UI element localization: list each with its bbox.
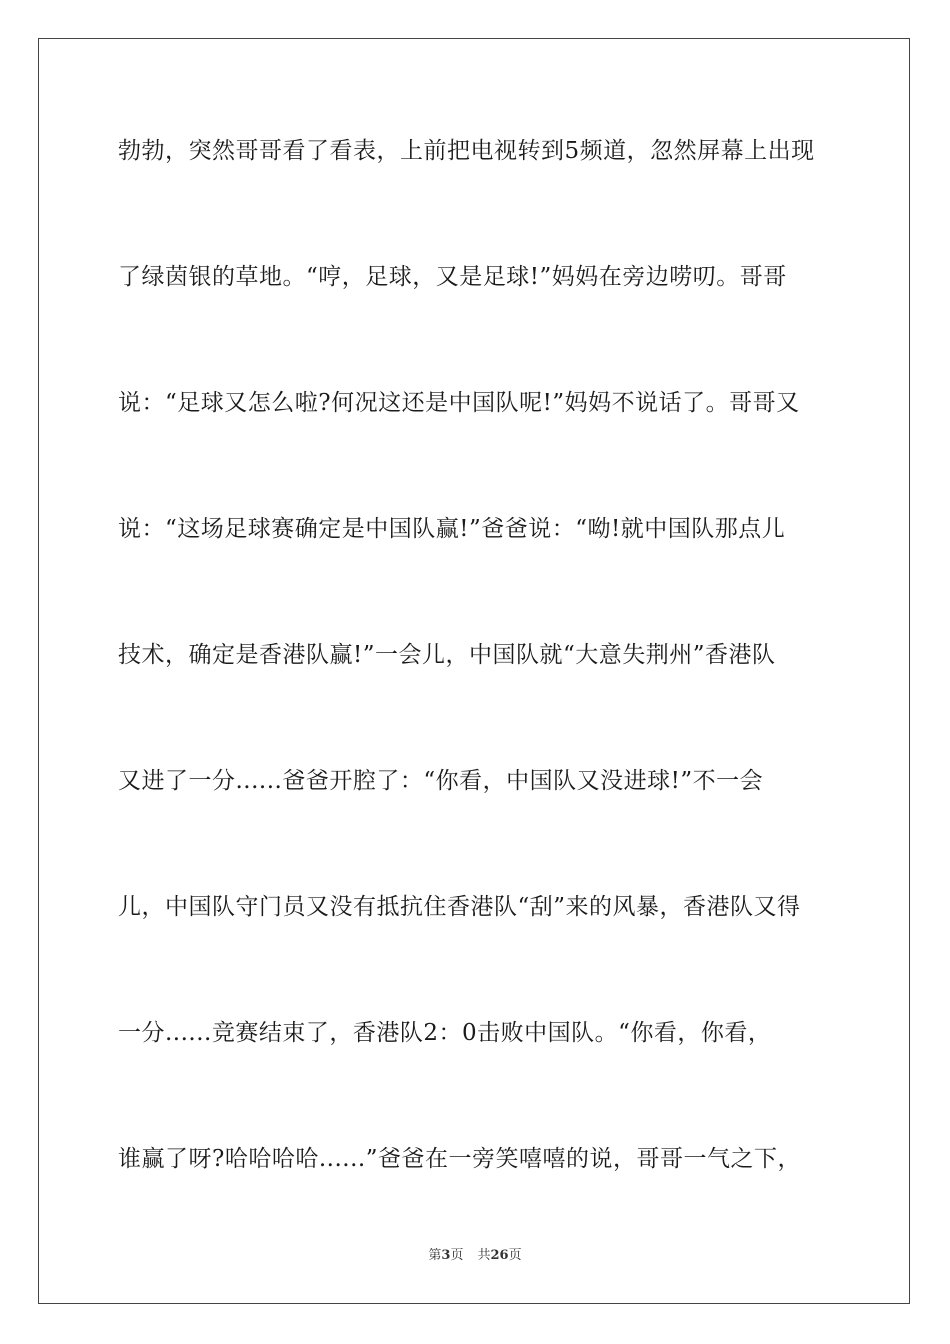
text-line-2: 了绿茵银的草地。“哼，足球，又是足球!”妈妈在旁边唠叨。哥哥 <box>118 264 787 290</box>
total-prefix: 共 <box>477 1248 491 1263</box>
text-line-9: 谁赢了呀?哈哈哈哈......”爸爸在一旁笑嘻嘻的说，哥哥一气之下， <box>118 1146 801 1172</box>
text-line-4: 说：“这场足球赛确定是中国队赢!”爸爸说：“呦!就中国队那点儿 <box>118 516 786 542</box>
page-number: 3 <box>441 1248 451 1263</box>
total-suffix: 页 <box>508 1248 522 1263</box>
text-line-6: 又进了一分......爸爸开腔了：“你看，中国队又没进球!”不一会 <box>118 768 764 794</box>
text-line-7: 儿，中国队守门员又没有抵抗住香港队“刮”来的风暴，香港队又得 <box>118 894 801 920</box>
document-body <box>118 130 834 1264</box>
page-footer <box>0 1246 950 1266</box>
text-line-1: 勃勃，突然哥哥看了看表，上前把电视转到5频道，忽然屏幕上出现 <box>118 138 815 164</box>
total-pages: 26 <box>490 1248 509 1263</box>
text-line-8: 一分......竞赛结束了，香港队2：0击败中国队。“你看，你看， <box>118 1020 772 1046</box>
page-suffix: 页 <box>450 1248 464 1263</box>
page-prefix: 第 <box>428 1248 442 1263</box>
text-line-5: 技术，确定是香港队赢!”一会儿，中国队就“大意失荆州”香港队 <box>118 642 776 668</box>
text-line-3: 说：“足球又怎么啦?何况这还是中国队呢!”妈妈不说话了。哥哥又 <box>118 390 800 416</box>
